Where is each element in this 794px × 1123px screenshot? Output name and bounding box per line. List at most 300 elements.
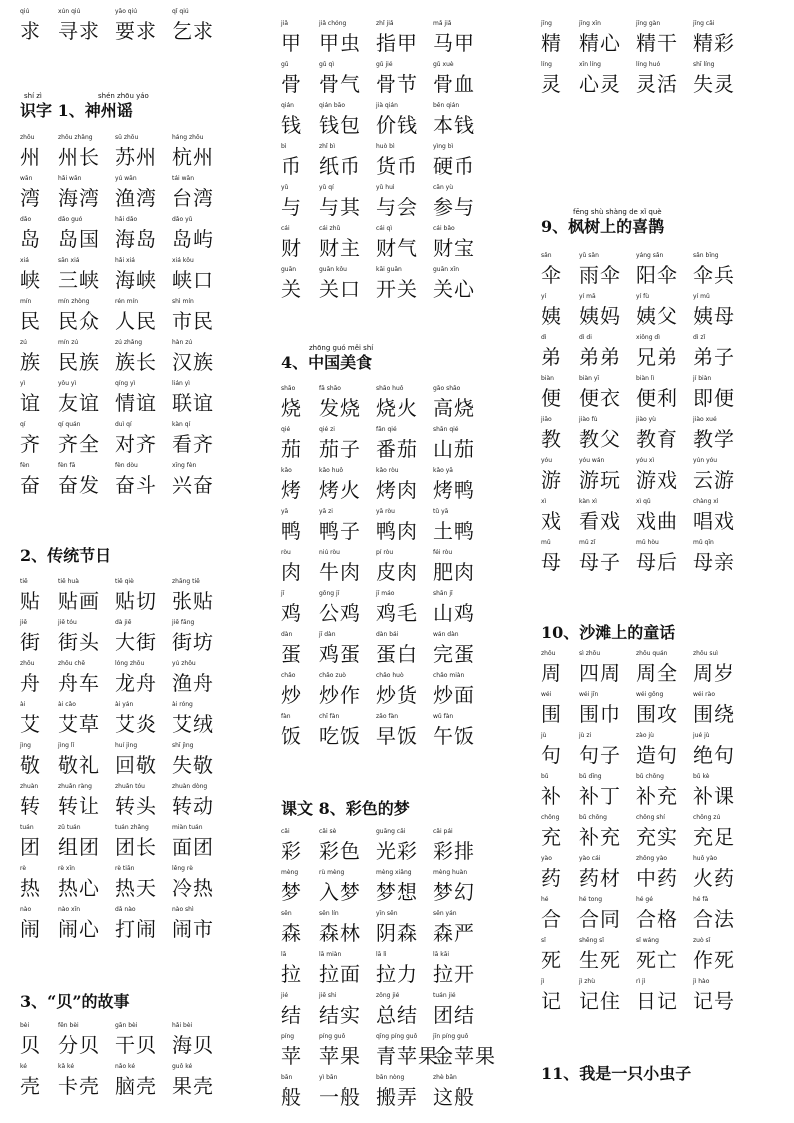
pinyin-label: mǔ xyxy=(541,539,551,546)
pinyin-label: mín zhòng xyxy=(58,298,90,305)
hanzi-text: 吃饭 xyxy=(319,724,361,748)
pinyin-label: jīng cǎi xyxy=(693,20,715,27)
pinyin-label: hé xyxy=(541,896,549,903)
pinyin-label: hàn zú xyxy=(172,339,193,346)
hanzi-text: 要求 xyxy=(115,19,157,43)
pinyin-label: zào jù xyxy=(636,732,654,739)
pinyin-label: chǎo xyxy=(281,672,296,679)
hanzi-text: 即便 xyxy=(693,386,735,410)
hanzi-text: 高烧 xyxy=(433,396,475,420)
hanzi-text: 记号 xyxy=(693,989,735,1013)
hanzi-text: 失灵 xyxy=(693,72,735,96)
pinyin-label: wéi gōng xyxy=(636,691,664,698)
pinyin-label: yáng sǎn xyxy=(636,252,664,259)
hanzi-text: 苹 xyxy=(281,1044,302,1068)
hanzi-text: 烧 xyxy=(281,396,302,420)
hanzi-text: 补课 xyxy=(693,784,735,808)
pinyin-label: tuán jié xyxy=(433,992,456,999)
hanzi-text: 补充 xyxy=(636,784,678,808)
pinyin-label: zhuǎn tóu xyxy=(115,783,145,790)
pinyin-label: bǔ chōng xyxy=(636,773,664,780)
pinyin-label: cái zhǔ xyxy=(319,225,341,232)
hanzi-text: 指甲 xyxy=(376,31,418,55)
hanzi-text: 齐全 xyxy=(58,432,100,456)
hanzi-text: 合同 xyxy=(579,907,621,931)
hanzi-text: 死亡 xyxy=(636,948,678,972)
hanzi-text: 关口 xyxy=(319,277,361,301)
hanzi-text: 彩 xyxy=(281,839,302,863)
hanzi-text: 烤肉 xyxy=(376,478,418,502)
pinyin-label: jù xyxy=(541,732,547,739)
pinyin-label: huò bì xyxy=(376,143,395,150)
hanzi-text: 苹果 xyxy=(319,1044,361,1068)
hanzi-text: 团长 xyxy=(115,835,157,859)
pinyin-label: zhōu quán xyxy=(636,650,668,657)
hanzi-text: 鸭 xyxy=(281,519,302,543)
hanzi-text: 转头 xyxy=(115,794,157,818)
hanzi-text: 回敬 xyxy=(115,753,157,777)
pinyin-label: mèng xiǎng xyxy=(376,869,412,876)
pinyin-label: rè tiān xyxy=(115,865,135,872)
pinyin-label: hé tong xyxy=(579,896,603,903)
pinyin-label: lěng rè xyxy=(172,865,193,872)
pinyin-label: fēn bèi xyxy=(58,1022,79,1029)
pinyin-label: nào shì xyxy=(172,906,194,913)
pinyin-label: kǎo huǒ xyxy=(319,467,344,474)
heading-text: 识字 1、神州谣 xyxy=(20,101,133,120)
pinyin-label: rén mín xyxy=(115,298,139,305)
hanzi-text: 硬币 xyxy=(433,154,475,178)
hanzi-text: 母子 xyxy=(579,550,621,574)
pinyin-label: lā kāi xyxy=(433,951,450,958)
hanzi-text: 街 xyxy=(20,630,41,654)
heading-pinyin: shí zì xyxy=(24,92,42,100)
pinyin-label: guāng cǎi xyxy=(376,828,406,835)
hanzi-text: 与会 xyxy=(376,195,418,219)
pinyin-label: jiē fāng xyxy=(172,619,195,626)
hanzi-text: 市民 xyxy=(172,309,214,333)
heading-text: 11、我是一只小虫子 xyxy=(541,1064,692,1083)
hanzi-text: 戏曲 xyxy=(636,509,678,533)
pinyin-label: lā lì xyxy=(376,951,387,958)
hanzi-text: 烤火 xyxy=(319,478,361,502)
hanzi-text: 看戏 xyxy=(579,509,621,533)
hanzi-text: 围 xyxy=(541,702,562,726)
hanzi-text: 渔舟 xyxy=(172,671,214,695)
hanzi-text: 乞求 xyxy=(172,19,214,43)
hanzi-text: 果壳 xyxy=(172,1074,214,1098)
heading-pinyin: fēng shù shàng de xǐ què xyxy=(573,208,662,216)
hanzi-text: 贴 xyxy=(20,589,41,613)
heading-text: 2、传统节日 xyxy=(20,546,112,565)
hanzi-text: 看齐 xyxy=(172,432,214,456)
pinyin-label: chǎo zuò xyxy=(319,672,346,679)
pinyin-label: zhōu xyxy=(20,134,35,141)
pinyin-label: yǔ xyxy=(281,184,289,191)
pinyin-label: chōng xyxy=(541,814,560,821)
hanzi-text: 海湾 xyxy=(58,186,100,210)
hanzi-text: 生死 xyxy=(579,948,621,972)
pinyin-label: yǒu yì xyxy=(58,380,77,387)
pinyin-label: hǎi wān xyxy=(58,175,82,182)
pinyin-label: yào cái xyxy=(579,855,601,862)
hanzi-text: 失敬 xyxy=(172,753,214,777)
pinyin-label: yīn sēn xyxy=(376,910,398,917)
hanzi-text: 阴森 xyxy=(376,921,418,945)
hanzi-text: 财宝 xyxy=(433,236,475,260)
pinyin-label: sǐ wáng xyxy=(636,937,659,944)
pinyin-label: zhè bān xyxy=(433,1074,457,1081)
hanzi-text: 烧火 xyxy=(376,396,418,420)
pinyin-label: dà jiē xyxy=(115,619,132,626)
hanzi-text: 拉面 xyxy=(319,962,361,986)
hanzi-text: 岛屿 xyxy=(172,227,214,251)
pinyin-label: bān xyxy=(281,1074,293,1081)
pinyin-label: háng zhōu xyxy=(172,134,204,141)
pinyin-label: fèn fā xyxy=(58,462,76,469)
pinyin-label: yóu wán xyxy=(579,457,605,464)
pinyin-label: jì hào xyxy=(693,978,710,985)
hanzi-text: 灵活 xyxy=(636,72,678,96)
hanzi-text: 拉 xyxy=(281,962,302,986)
pinyin-label: gān bèi xyxy=(115,1022,138,1029)
hanzi-text: 记住 xyxy=(579,989,621,1013)
pinyin-label: jīn píng guǒ xyxy=(433,1033,469,1040)
hanzi-text: 闹 xyxy=(20,917,41,941)
pinyin-label: nǎo ké xyxy=(115,1063,136,1070)
hanzi-text: 团结 xyxy=(433,1003,475,1027)
pinyin-label: jī máo xyxy=(376,590,395,597)
hanzi-text: 奋 xyxy=(20,473,41,497)
pinyin-label: wéi jīn xyxy=(579,691,599,698)
pinyin-label: qí xyxy=(20,421,26,428)
hanzi-text: 敬 xyxy=(20,753,41,777)
pinyin-label: gōng jī xyxy=(319,590,340,597)
hanzi-text: 蛋白 xyxy=(376,642,418,666)
pinyin-label: shāo huǒ xyxy=(376,385,404,392)
pinyin-label: běn qián xyxy=(433,102,460,109)
hanzi-text: 冷热 xyxy=(172,876,214,900)
pinyin-label: qiú xyxy=(20,8,30,15)
pinyin-label: rì jì xyxy=(636,978,646,985)
hanzi-text: 闹市 xyxy=(172,917,214,941)
pinyin-label: ài yán xyxy=(115,701,134,708)
hanzi-text: 干贝 xyxy=(115,1033,157,1057)
hanzi-text: 鸡毛 xyxy=(376,601,418,625)
pinyin-label: líng xyxy=(541,61,552,68)
pinyin-label: lóng zhōu xyxy=(115,660,145,667)
hanzi-text: 热 xyxy=(20,876,41,900)
hanzi-text: 午饭 xyxy=(433,724,475,748)
heading-text: 课文 8、彩色的梦 xyxy=(281,799,410,818)
hanzi-text: 湾 xyxy=(20,186,41,210)
hanzi-text: 苏州 xyxy=(115,145,157,169)
hanzi-text: 街坊 xyxy=(172,630,214,654)
hanzi-text: 光彩 xyxy=(376,839,418,863)
pinyin-label: sān xiá xyxy=(58,257,80,264)
pinyin-label: jiào yù xyxy=(636,416,656,423)
pinyin-label: kǎ ké xyxy=(58,1063,75,1070)
pinyin-label: qié zi xyxy=(319,426,335,433)
pinyin-label: zhōu xyxy=(541,650,556,657)
hanzi-text: 灵 xyxy=(541,72,562,96)
pinyin-label: wān xyxy=(20,175,33,182)
hanzi-text: 炒货 xyxy=(376,683,418,707)
pinyin-label: sǎn xyxy=(541,252,552,259)
pinyin-label: dǎo guó xyxy=(58,216,83,223)
hanzi-text: 弟弟 xyxy=(579,345,621,369)
pinyin-label: rè xīn xyxy=(58,865,75,872)
heading-pinyin: shén zhōu yáo xyxy=(98,92,149,100)
pinyin-label: tiē qiè xyxy=(115,578,134,585)
pinyin-label: mín zú xyxy=(58,339,79,346)
pinyin-label: dǎo yǔ xyxy=(172,216,193,223)
hanzi-text: 围绕 xyxy=(693,702,735,726)
pinyin-label: jīng gàn xyxy=(636,20,661,27)
pinyin-label: guān xyxy=(281,266,297,273)
hanzi-text: 奋斗 xyxy=(115,473,157,497)
pinyin-label: xīn líng xyxy=(579,61,601,68)
hanzi-text: 甲虫 xyxy=(319,31,361,55)
pinyin-label: gǔ xyxy=(281,61,289,68)
hanzi-text: 合 xyxy=(541,907,562,931)
pinyin-label: kàn xì xyxy=(579,498,597,505)
hanzi-text: 转动 xyxy=(172,794,214,818)
pinyin-label: jì xyxy=(541,978,545,985)
pinyin-label: sì zhōu xyxy=(579,650,601,657)
hanzi-text: 山鸡 xyxy=(433,601,475,625)
pinyin-label: yǔ huì xyxy=(376,184,395,191)
pinyin-label: zhǐ jiǎ xyxy=(376,20,394,27)
pinyin-label: fā shāo xyxy=(319,385,341,392)
hanzi-text: 精 xyxy=(541,31,562,55)
pinyin-label: gǔ xuè xyxy=(433,61,454,68)
hanzi-text: 便利 xyxy=(636,386,678,410)
hanzi-text: 大街 xyxy=(115,630,157,654)
pinyin-label: jìng lǐ xyxy=(58,742,75,749)
pinyin-label: ài cǎo xyxy=(58,701,76,708)
hanzi-text: 周岁 xyxy=(693,661,735,685)
hanzi-text: 骨 xyxy=(281,72,302,96)
hanzi-text: 钱 xyxy=(281,113,302,137)
pinyin-label: yìng bì xyxy=(433,143,454,150)
pinyin-label: jué jù xyxy=(693,732,710,739)
hanzi-text: 一般 xyxy=(319,1085,361,1109)
pinyin-label: qián bāo xyxy=(319,102,346,109)
hanzi-text: 谊 xyxy=(20,391,41,415)
hanzi-text: 牛肉 xyxy=(319,560,361,584)
hanzi-text: 族 xyxy=(20,350,41,374)
hanzi-text: 充足 xyxy=(693,825,735,849)
pinyin-label: zú zhǎng xyxy=(115,339,143,346)
hanzi-text: 烤 xyxy=(281,478,302,502)
hanzi-text: 海峡 xyxy=(115,268,157,292)
hanzi-text: 族长 xyxy=(115,350,157,374)
pinyin-label: jì zhù xyxy=(579,978,595,985)
pinyin-label: zhōng yào xyxy=(636,855,668,862)
pinyin-label: jiǎ chóng xyxy=(319,20,347,27)
hanzi-text: 组团 xyxy=(58,835,100,859)
pinyin-label: kāi guān xyxy=(376,266,402,273)
hanzi-text: 精心 xyxy=(579,31,621,55)
pinyin-label: jìng xyxy=(20,742,31,749)
hanzi-text: 便衣 xyxy=(579,386,621,410)
hanzi-text: 壳 xyxy=(20,1074,41,1098)
pinyin-label: xì xyxy=(541,498,547,505)
pinyin-label: gǔ jié xyxy=(376,61,393,68)
hanzi-text: 茄 xyxy=(281,437,302,461)
pinyin-label: shēng sǐ xyxy=(579,937,604,944)
hanzi-text: 句 xyxy=(541,743,562,767)
hanzi-text: 森严 xyxy=(433,921,475,945)
hanzi-text: 敬礼 xyxy=(58,753,100,777)
hanzi-text: 转 xyxy=(20,794,41,818)
hanzi-text: 张贴 xyxy=(172,589,214,613)
hanzi-text: 入梦 xyxy=(319,880,361,904)
pinyin-label: mǎ jiǎ xyxy=(433,20,452,27)
pinyin-label: zhāng tiē xyxy=(172,578,200,585)
hanzi-text: 寻求 xyxy=(58,19,100,43)
hanzi-text: 货币 xyxy=(376,154,418,178)
hanzi-text: 补 xyxy=(541,784,562,808)
hanzi-text: 伞 xyxy=(541,263,562,287)
pinyin-label: yǔ sǎn xyxy=(579,252,599,259)
pinyin-label: tiē huà xyxy=(58,578,79,585)
pinyin-label: ài róng xyxy=(172,701,193,708)
hanzi-text: 烤鸭 xyxy=(433,478,475,502)
pinyin-label: xīng fèn xyxy=(172,462,197,469)
hanzi-text: 游 xyxy=(541,468,562,492)
hanzi-text: 死 xyxy=(541,948,562,972)
pinyin-label: chǎo miàn xyxy=(433,672,465,679)
pinyin-label: dàn xyxy=(281,631,293,638)
hanzi-text: 总结 xyxy=(376,1003,418,1027)
hanzi-text: 艾 xyxy=(20,712,41,736)
hanzi-text: 开关 xyxy=(376,277,418,301)
pinyin-label: yí fù xyxy=(636,293,650,300)
pinyin-label: cái bǎo xyxy=(433,225,455,232)
pinyin-label: sēn lín xyxy=(319,910,339,917)
hanzi-text: 中药 xyxy=(636,866,678,890)
hanzi-text: 姨父 xyxy=(636,304,678,328)
pinyin-label: kàn qí xyxy=(172,421,191,428)
hanzi-text: 充 xyxy=(541,825,562,849)
hanzi-text: 合法 xyxy=(693,907,735,931)
pinyin-label: ài xyxy=(20,701,26,708)
hanzi-text: 日记 xyxy=(636,989,678,1013)
hanzi-text: 台湾 xyxy=(172,186,214,210)
pinyin-label: yóu xì xyxy=(636,457,655,464)
hanzi-text: 渔湾 xyxy=(115,186,157,210)
hanzi-text: 对齐 xyxy=(115,432,157,456)
pinyin-label: sēn xyxy=(281,910,292,917)
hanzi-text: 围攻 xyxy=(636,702,678,726)
hanzi-text: 关 xyxy=(281,277,302,301)
pinyin-label: yì bān xyxy=(319,1074,338,1081)
heading-text: 10、沙滩上的童话 xyxy=(541,623,676,642)
hanzi-text: 贝 xyxy=(20,1033,41,1057)
hanzi-text: 参与 xyxy=(433,195,475,219)
pinyin-label: shān jī xyxy=(433,590,453,597)
hanzi-text: 拉力 xyxy=(376,962,418,986)
hanzi-text: 彩排 xyxy=(433,839,475,863)
hanzi-text: 教父 xyxy=(579,427,621,451)
pinyin-label: tuán zhǎng xyxy=(115,824,149,831)
pinyin-label: rè xyxy=(20,865,27,872)
hanzi-text: 周 xyxy=(541,661,562,685)
hanzi-text: 海贝 xyxy=(172,1033,214,1057)
hanzi-text: 火药 xyxy=(693,866,735,890)
hanzi-text: 纸币 xyxy=(319,154,361,178)
pinyin-label: bèi xyxy=(20,1022,30,1029)
pinyin-label: xiá xyxy=(20,257,29,264)
hanzi-text: 民众 xyxy=(58,309,100,333)
hanzi-text: 联谊 xyxy=(172,391,214,415)
hanzi-text: 州 xyxy=(20,145,41,169)
pinyin-label: yā xyxy=(281,508,289,515)
hanzi-text: 关心 xyxy=(433,277,475,301)
pinyin-label: lā miàn xyxy=(319,951,342,958)
hanzi-text: 造句 xyxy=(636,743,678,767)
hanzi-text: 马甲 xyxy=(433,31,475,55)
pinyin-label: bǔ chōng xyxy=(579,814,607,821)
pinyin-label: biàn xyxy=(541,375,554,382)
pinyin-label: shì mín xyxy=(172,298,194,305)
hanzi-text: 价钱 xyxy=(376,113,418,137)
pinyin-label: cǎi sè xyxy=(319,828,337,835)
hanzi-text: 梦幻 xyxy=(433,880,475,904)
hanzi-text: 记 xyxy=(541,989,562,1013)
hanzi-text: 教育 xyxy=(636,427,678,451)
pinyin-label: jī xyxy=(281,590,285,597)
pinyin-label: zhǐ bì xyxy=(319,143,336,150)
hanzi-text: 齐 xyxy=(20,432,41,456)
pinyin-label: jià qián xyxy=(376,102,398,109)
hanzi-text: 青苹果 xyxy=(376,1044,439,1068)
hanzi-text: 舟车 xyxy=(58,671,100,695)
pinyin-label: yǔ qí xyxy=(319,184,334,191)
hanzi-text: 骨气 xyxy=(319,72,361,96)
pinyin-label: mèng xyxy=(281,869,299,876)
hanzi-text: 脑壳 xyxy=(115,1074,157,1098)
hanzi-text: 舟 xyxy=(20,671,41,695)
pinyin-label: bì xyxy=(281,143,287,150)
hanzi-text: 打闹 xyxy=(115,917,157,941)
pinyin-label: xún qiú xyxy=(58,8,81,15)
heading-pinyin: zhōng guó měi shí xyxy=(309,344,374,352)
pinyin-label: qīng píng guǒ xyxy=(376,1033,418,1040)
pinyin-label: dì di xyxy=(579,334,592,341)
hanzi-text: 药材 xyxy=(579,866,621,890)
pinyin-label: wéi xyxy=(541,691,552,698)
hanzi-text: 州长 xyxy=(58,145,100,169)
hanzi-text: 汉族 xyxy=(172,350,214,374)
pinyin-label: sǐ xyxy=(541,937,546,944)
pinyin-label: cǎi pái xyxy=(433,828,453,835)
pinyin-label: jiào fù xyxy=(579,416,598,423)
hanzi-text: 药 xyxy=(541,866,562,890)
hanzi-text: 绝句 xyxy=(693,743,735,767)
pinyin-label: tuán xyxy=(20,824,34,831)
pinyin-label: huǒ yào xyxy=(693,855,718,862)
hanzi-text: 财主 xyxy=(319,236,361,260)
hanzi-text: 街头 xyxy=(58,630,100,654)
hanzi-text: 热天 xyxy=(115,876,157,900)
hanzi-text: 四周 xyxy=(579,661,621,685)
hanzi-text: 卡壳 xyxy=(58,1074,100,1098)
hanzi-text: 甲 xyxy=(281,31,302,55)
hanzi-text: 教 xyxy=(541,427,562,451)
